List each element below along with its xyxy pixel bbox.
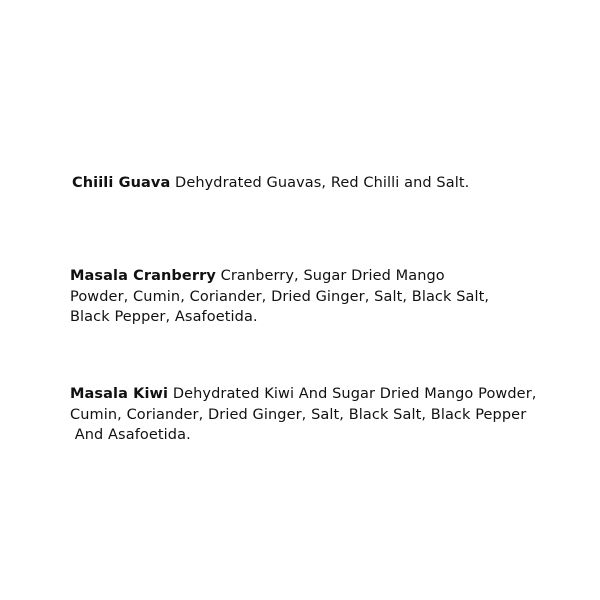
product-masala-kiwi <box>70 384 570 446</box>
ingredient-line: And Asafoetida. <box>70 427 191 443</box>
ingredient-line: Powder, Cumin, Coriander, Dried Ginger, Salt, Black Salt, <box>70 288 490 305</box>
product-name: Chiili Guava <box>72 175 171 191</box>
product-name: Masala Cranberry <box>70 268 216 284</box>
ingredient-text: Dehydrated Kiwi And Sugar Dried Mango Powder, <box>168 386 537 402</box>
product-masala-cranberry <box>70 266 570 328</box>
ingredient-line <box>70 384 570 405</box>
ingredient-line: Cumin, Coriander, Dried Ginger, Salt, Black Salt, Black Pepper <box>70 406 527 423</box>
product-name: Masala Kiwi <box>70 386 169 402</box>
ingredient-line <box>70 266 570 287</box>
ingredient-line: Black Pepper, Asafoetida. <box>70 309 258 325</box>
product-chiili-guava <box>72 173 572 194</box>
ingredient-text: Cranberry, Sugar Dried Mango <box>215 268 445 284</box>
ingredient-line <box>72 173 572 194</box>
ingredient-text: Dehydrated Guavas, Red Chilli and Salt. <box>170 175 470 191</box>
